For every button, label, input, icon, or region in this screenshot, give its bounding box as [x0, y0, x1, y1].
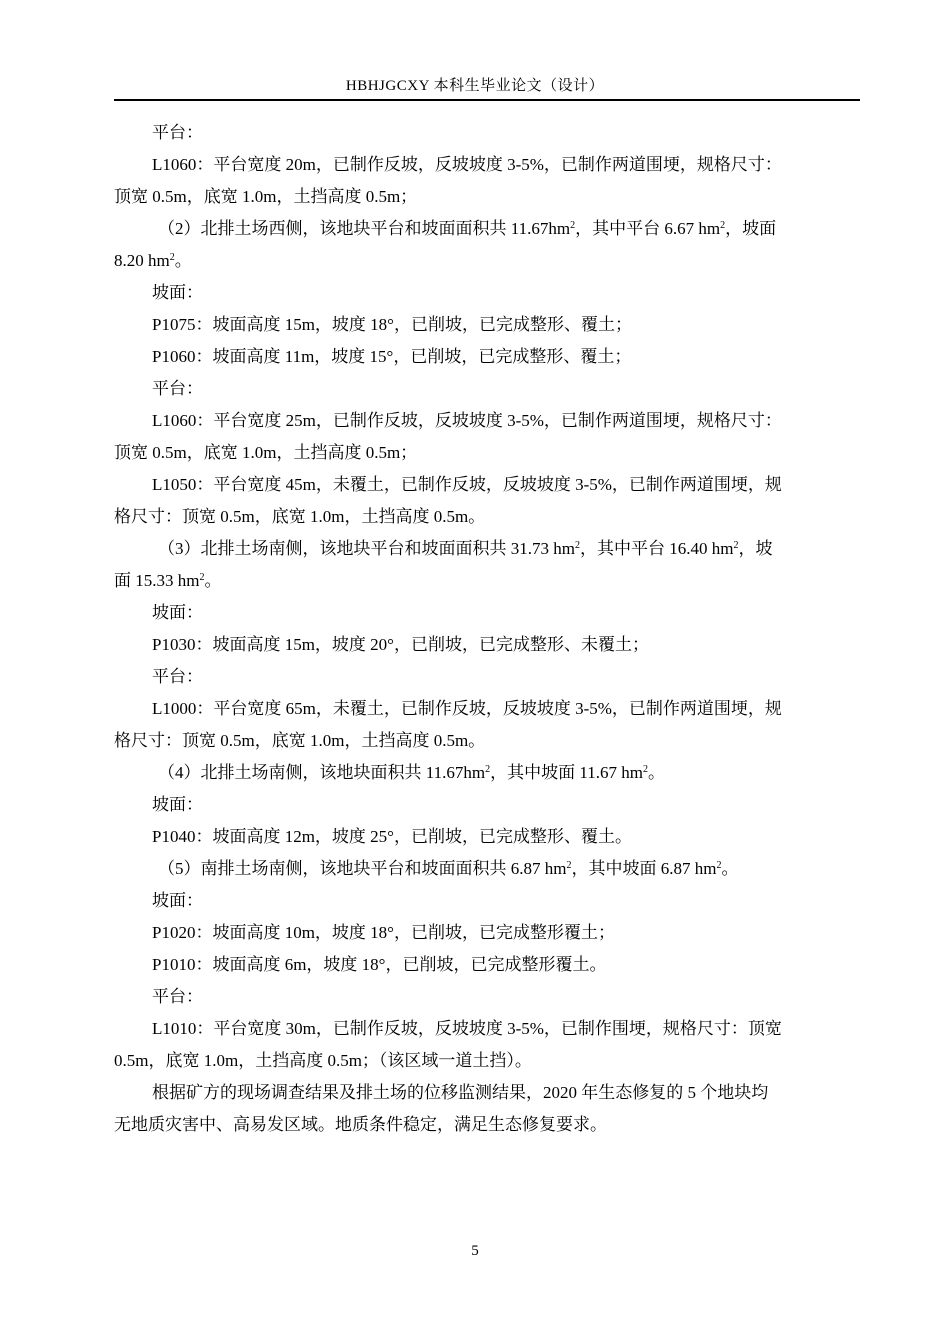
text-line: 顶宽 0.5m，底宽 1.0m，土挡高度 0.5m；	[114, 443, 418, 462]
text-span: ，其中平台 16.40 hm	[579, 539, 734, 558]
superscript: 2	[199, 572, 205, 583]
text-span: 面 15.33 hm	[114, 571, 200, 590]
text-line	[114, 245, 860, 277]
superscript: 2	[485, 764, 491, 775]
text-line	[114, 757, 860, 789]
header-rule	[114, 99, 860, 101]
superscript: 2	[574, 540, 580, 551]
text-span: ，其中坡面 6.87 hm	[571, 859, 717, 878]
text-span: （5）南排土场南侧，该地块平台和坡面面积共 6.87 hm	[158, 859, 567, 878]
text-line: 平台：	[152, 379, 203, 398]
superscript: 2	[169, 252, 175, 263]
text-span: 。	[647, 763, 665, 782]
text-span: ，其中平台 6.67 hm	[575, 219, 721, 238]
text-line	[114, 533, 860, 565]
text-span: ，其中坡面 11.67 hm	[490, 763, 643, 782]
text-line: P1060：坡面高度 11m，坡度 15°，已削坡，已完成整形、覆土；	[152, 347, 632, 366]
text-span: 。	[721, 859, 739, 878]
text-line: 格尺寸：顶宽 0.5m，底宽 1.0m，土挡高度 0.5m。	[114, 731, 486, 750]
text-line: 平台：	[152, 123, 203, 142]
text-line: 无地质灾害中、高易发区域。地质条件稳定，满足生态修复要求。	[114, 1115, 607, 1134]
text-line	[114, 853, 860, 885]
text-span: （4）北排土场南侧，该地块面积共 11.67hm	[158, 763, 486, 782]
text-span: ，坡面	[725, 219, 777, 238]
text-line: L1000：平台宽度 65m，未覆土，已制作反坡，反坡坡度 3-5%，已制作两道围埂，规	[152, 699, 782, 718]
text-line: P1030：坡面高度 15m，坡度 20°，已削坡，已完成整形、未覆土；	[152, 635, 649, 654]
text-line: 坡面：	[152, 891, 203, 910]
superscript: 2	[720, 220, 726, 231]
superscript: 2	[570, 220, 576, 231]
text-line	[114, 565, 860, 597]
text-line: 平台：	[152, 667, 203, 686]
text-line: P1010：坡面高度 6m，坡度 18°，已削坡，已完成整形覆土。	[152, 955, 607, 974]
document-body	[114, 117, 860, 1141]
text-line: 格尺寸：顶宽 0.5m，底宽 1.0m，土挡高度 0.5m。	[114, 507, 486, 526]
text-span: 。	[174, 251, 192, 270]
text-line: L1010：平台宽度 30m，已制作反坡，反坡坡度 3-5%，已制作围埂，规格尺寸：顶宽	[152, 1019, 782, 1038]
text-line: 坡面：	[152, 603, 203, 622]
text-line: P1040：坡面高度 12m，坡度 25°，已削坡，已完成整形、覆土。	[152, 827, 632, 846]
text-span: （2）北排土场西侧，该地块平台和坡面面积共 11.67hm	[158, 219, 571, 238]
text-line: 坡面：	[152, 283, 203, 302]
text-line: P1075：坡面高度 15m，坡度 18°，已削坡，已完成整形、覆土；	[152, 315, 632, 334]
page-header: HBHJGCXY 本科生毕业论文（设计）	[345, 78, 605, 94]
text-line: L1060：平台宽度 25m，已制作反坡，反坡坡度 3-5%，已制作两道围埂，规格尺寸：	[152, 411, 782, 430]
text-line: 根据矿方的现场调查结果及排土场的位移监测结果，2020 年生态修复的 5 个地块均	[152, 1083, 769, 1102]
text-span: 。	[204, 571, 222, 590]
text-line: L1050：平台宽度 45m，未覆土，已制作反坡，反坡坡度 3-5%，已制作两道围埂，规	[152, 475, 782, 494]
superscript: 2	[566, 860, 572, 871]
text-line: 0.5m，底宽 1.0m，土挡高度 0.5m；（该区域一道土挡）。	[114, 1051, 532, 1070]
text-line: P1020：坡面高度 10m，坡度 18°，已削坡，已完成整形覆土；	[152, 923, 615, 942]
text-span: 8.20 hm	[114, 251, 170, 270]
text-line: L1060：平台宽度 20m，已制作反坡，反坡坡度 3-5%，已制作两道围埂，规格尺寸：	[152, 155, 782, 174]
text-line: 顶宽 0.5m，底宽 1.0m，土挡高度 0.5m；	[114, 187, 418, 206]
text-line	[114, 213, 860, 245]
superscript: 2	[733, 540, 739, 551]
superscript: 2	[716, 860, 722, 871]
page-number: 5	[471, 1243, 479, 1259]
superscript: 2	[642, 764, 648, 775]
text-span: ，坡	[738, 539, 773, 558]
text-span: （3）北排土场南侧，该地块平台和坡面面积共 31.73 hm	[158, 539, 575, 558]
text-line: 坡面：	[152, 795, 203, 814]
text-line: 平台：	[152, 987, 203, 1006]
